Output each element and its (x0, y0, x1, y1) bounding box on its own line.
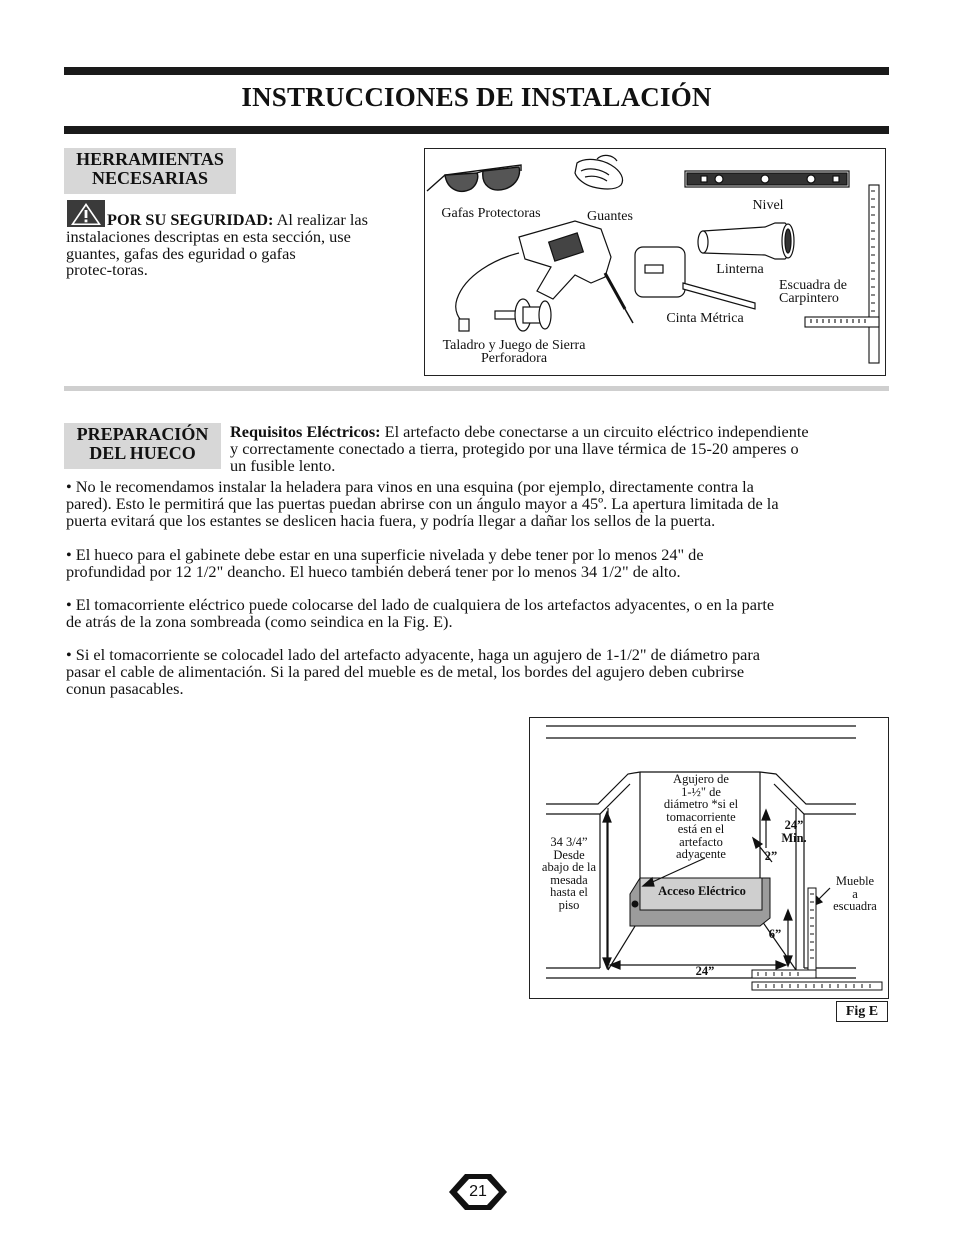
hole-l5: está en el (677, 822, 725, 836)
prep-label-line1: PREPARACIÓN (76, 424, 209, 444)
hole-l4: tomacorriente (666, 809, 736, 824)
hole-l1: Agujero de (673, 772, 729, 786)
hole-l3: diámetro *si el (663, 797, 739, 811)
bullet4-line3: conun pasacables. (66, 678, 184, 698)
height-l6: piso (558, 897, 580, 912)
hole-saw-icon (495, 299, 551, 331)
safety-line4: protec-toras. (66, 260, 148, 280)
bullet-outlet (66, 597, 890, 631)
safety-line2: instalaciones descriptas en esta sección, use (66, 226, 351, 246)
figure-caption: Fig E (836, 1001, 888, 1022)
drill-label-line2: Perforadora (480, 351, 548, 366)
hole-l6: artefacto (679, 834, 723, 849)
cab-l1: Mueble (835, 874, 875, 888)
prep-label-line2: DEL HUECO (89, 443, 196, 463)
hole-l2: 1-½" de (681, 784, 721, 799)
cab-l2: a (852, 886, 858, 901)
dim-24-label: 24” (695, 964, 715, 978)
bullet-corner (66, 479, 890, 529)
bullet3-line1: • El tomacorriente eléctrico puede colocarse del lado de cualquiera de los artefactos adyacentes, o en la parte (66, 595, 775, 614)
drill-label-line1: Taladro y Juego de Sierra (442, 338, 586, 353)
height-l1: 34 3/4” (550, 835, 588, 849)
electrical-line2: y correctamente conectado a tierra, protegido por una llave térmica de 15-20 amperes o (230, 438, 799, 458)
carpenter-square-icon (805, 185, 879, 363)
gloves-label: Guantes (587, 209, 633, 224)
square-label-line2: Carpintero (779, 291, 839, 306)
figure-e (529, 717, 889, 999)
bullet-hole (66, 647, 890, 697)
prep-section-label (64, 423, 221, 469)
safety-line3: guantes, gafas des eguridad o gafas (66, 243, 296, 263)
height-l4: mesada (550, 872, 588, 887)
safety-note (66, 212, 411, 279)
height-l3: abajo de la (541, 860, 597, 874)
access-label: Acceso Eléctrico (658, 884, 746, 898)
goggles-label: Gafas Protectoras (441, 206, 541, 221)
header-bottom-rule (64, 126, 889, 134)
square-label (779, 279, 869, 305)
electrical-bold: Requisitos Eléctricos: (230, 422, 381, 441)
tape-label: Cinta Métrica (666, 311, 744, 326)
bullet4-line1: • Si el tomacorriente se colocadel lado del artefacto adyacente, haga un agujero de 1-1/2" de diámetro para (66, 645, 761, 664)
goggles-icon (427, 165, 521, 191)
square-label-line1: Escuadra de (779, 278, 848, 293)
header-top-rule (64, 67, 889, 75)
flashlight-label: Linterna (716, 262, 764, 277)
tools-label-line1: HERRAMIENTAS (76, 149, 224, 169)
flashlight-icon (698, 223, 794, 259)
drill-label (425, 339, 603, 365)
dim-6-label: 6” (768, 927, 782, 941)
page-title: INSTRUCCIONES DE INSTALACIÓN (241, 82, 712, 112)
electrical-line1: El artefacto debe conectarse a un circuito eléctrico independiente (380, 422, 809, 441)
safety-bold: POR SU SEGURIDAD: (107, 210, 274, 229)
bullet-cavity (66, 547, 890, 581)
electrical-line3: un fusible lento. (230, 455, 336, 475)
level-icon (685, 171, 849, 187)
page-number-badge (447, 1172, 509, 1212)
hole-l7: adyacente (676, 847, 726, 861)
bullet2-line2: profundidad por 12 1/2" deancho. El hueco también deberá tener por lo menos 34 1/2" de alto. (66, 561, 681, 581)
cab-l3: escuadra (833, 899, 877, 913)
hole-label (650, 773, 752, 861)
bullet4-line2: pasar el cable de alimentación. Si la pared del mueble es de metal, los bordes del agujero deben cubrirse (66, 661, 745, 681)
section-divider (64, 386, 889, 391)
bullet1-line2: pared). Esto le permitirá que las puertas puedan abrirse con un ángulo mayor a 45º. La apertura limitada de la (66, 493, 779, 513)
bullet1-line1: • No le recomendamos instalar la heladera para vinos en una esquina (por ejemplo, directamente contra la (66, 477, 754, 496)
bullet3-line2: de atrás de la zona sombreada (como seindica en la Fig. E). (66, 611, 453, 631)
tools-label-line2: NECESARIAS (91, 168, 209, 188)
min-l2: Min. (781, 830, 807, 845)
dim-2-label: 2” (764, 849, 778, 863)
tape-measure-icon (635, 247, 755, 309)
safety-line1: Al realizar las (273, 210, 368, 229)
height-l5: hasta el (550, 885, 588, 899)
gloves-icon (575, 155, 623, 189)
height-label (532, 836, 606, 911)
min-depth-label (774, 819, 814, 844)
tools-section-label (64, 148, 236, 194)
tools-illustration (424, 148, 886, 376)
page-number: 21 (469, 1183, 487, 1200)
electrical-requirements (230, 424, 890, 474)
min-l1: 24” (784, 818, 804, 832)
height-l2: Desde (553, 847, 585, 862)
bullet2-line1: • El hueco para el gabinete debe estar en una superficie nivelada y debe tener por lo menos 24" de (66, 545, 704, 564)
cabinet-label (820, 875, 890, 913)
bullet1-line3: puerta evitará que los estantes se deslicen hacia fuera, y podría llegar a dañar los sellos de la puerta. (66, 510, 716, 530)
level-label: Nivel (752, 198, 784, 213)
